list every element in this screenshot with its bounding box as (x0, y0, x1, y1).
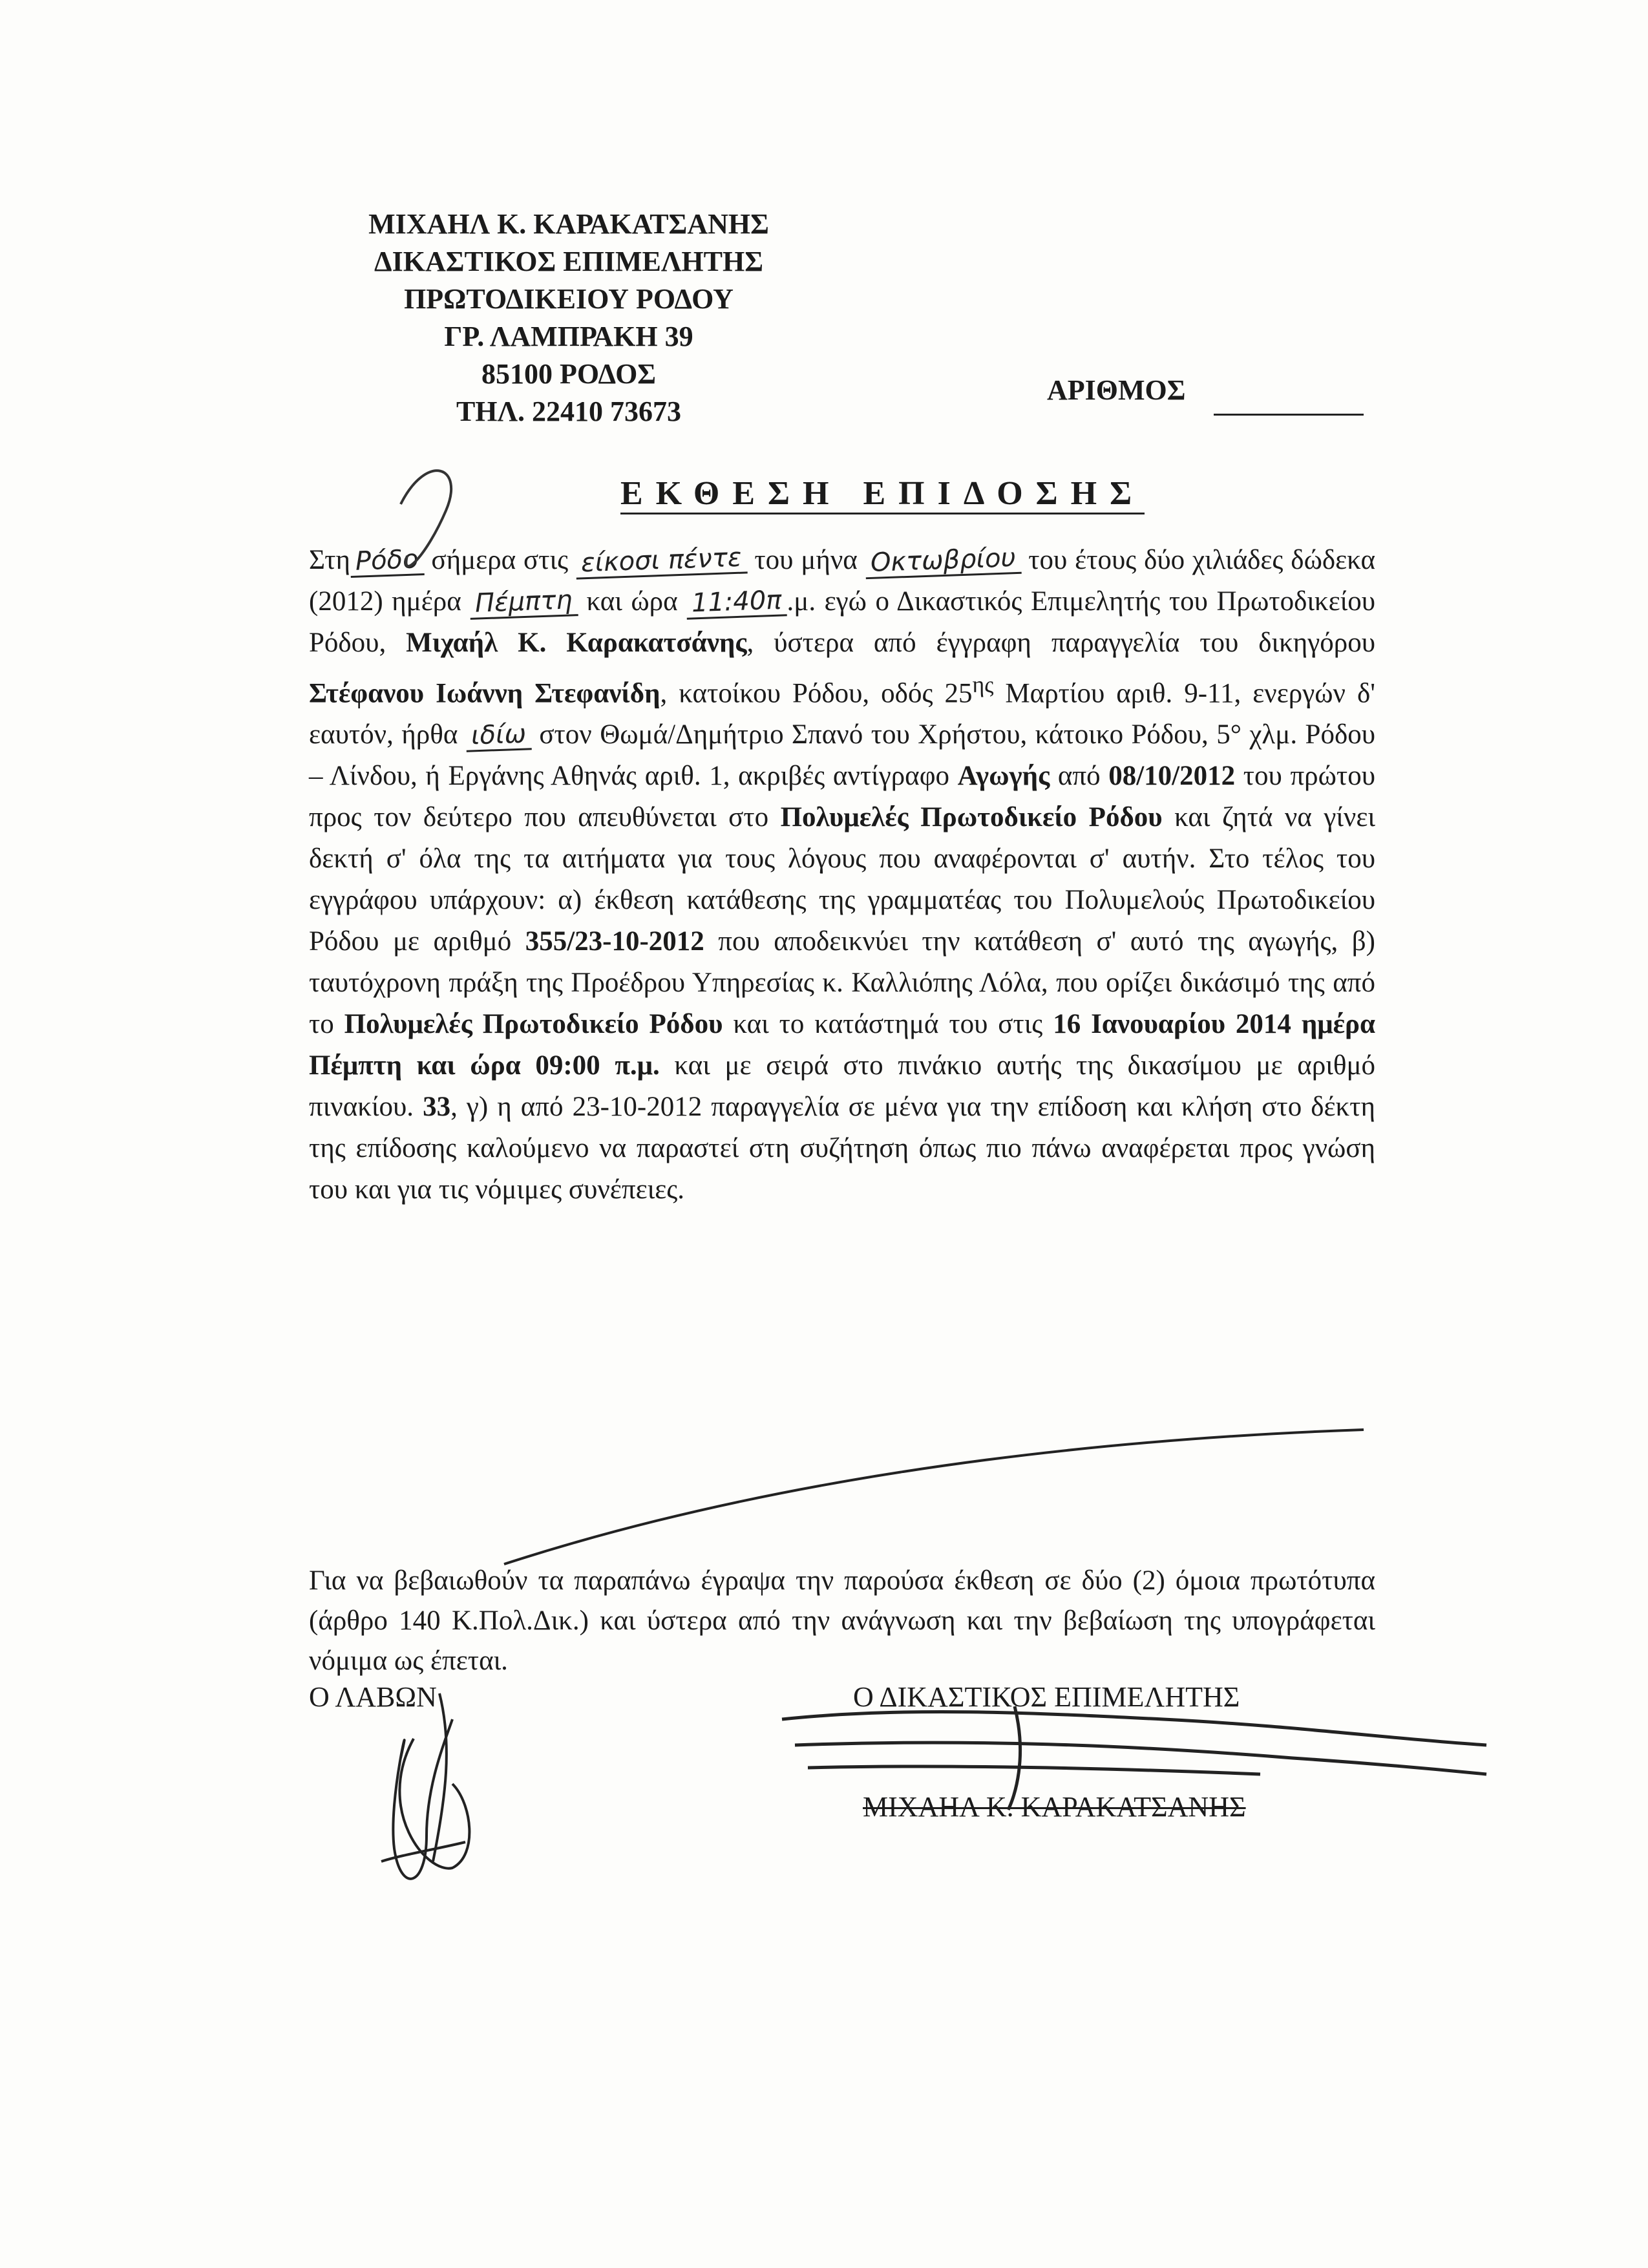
bailiff-title-heading: ΔΙΚΑΣΤΙΚΟΣ ΕΠΙΜΕΛΗΤΗΣ (374, 246, 763, 277)
number-label: ΑΡΙΘΜΟΣ (1047, 374, 1186, 406)
body-text: που αποδεικνύει την κατάθεση σ' αυτό της αγωγής, β) ταυτόχρονη πράξη της Προέδρου Υπηρεσίας κ. Καλλιόπης Λόλα, που ορίζει δικάσιμό της από το (309, 926, 1382, 1040)
body-text: Μαρτίου αριθ. 9-11, ενεργών δ' εαυτόν, ήρθα (309, 678, 1382, 750)
lawsuit-date: 08/10/2012 (1108, 761, 1236, 792)
body-text: του έτους δύο χιλιάδες δώδεκα (2012) ημέρα (309, 545, 1382, 617)
bailiff-name-heading: ΜΙΧΑΗΛ Κ. ΚΑΡΑΚΑΤΣΑΝΗΣ (368, 208, 769, 240)
bailiff-name: Μιχαήλ Κ. Καρακατσάνης (406, 628, 747, 658)
body-text: , κατοίκου Ρόδου, οδός 25 (660, 678, 973, 709)
handwritten-place: Ρόδο (350, 545, 424, 578)
cancel-diagonal-line (504, 1430, 1364, 1564)
closing-paragraph: Για να βεβαιωθούν τα παραπάνω έγραψα την παρούσα έκθεση σε δύο (2) όμοια πρωτότυπα (άρθρο 140 Κ.Πολ.Δικ.) και ύστερα από την ανάγνωση και την βεβαίωση της υπογράφεται νόμιμα ως έπεται. (309, 1565, 1375, 1676)
body-text: Στη (309, 545, 351, 575)
handwritten-weekday: Πέμπτη (469, 586, 578, 620)
body-text: του πρώτου προς τον δεύτερο που απευθύνεται στο (309, 761, 1382, 833)
handwritten-marks (401, 471, 451, 566)
handwritten-time: 11:40π (686, 586, 787, 619)
address-street: ΓΡ. ΛΑΜΠΡΑΚΗ 39 (444, 321, 693, 352)
hearing-date: 16 Ιανουαρίου 2014 ημέρα Πέμπτη και ώρα 09:00 π.μ. (309, 1009, 1382, 1081)
handwritten-delivered-to: ιδίω (465, 720, 532, 752)
handwritten-month: Οκτωβρίου (865, 544, 1021, 579)
body-text: σήμερα στις (423, 545, 576, 575)
lawsuit-label: Αγωγής (957, 761, 1050, 792)
court-name: Πολυμελές Πρωτοδικείο Ρόδου (344, 1009, 723, 1040)
body-text: , γ) η από 23-10-2012 παραγγελία σε μένα για την επίδοση και κλήση στο δέκτη της επίδοσης καλούμενο να παραστεί στη συζήτηση όπως πιο πάνω αναφέρεται προς γνώση του και για τις νόμιμες συνέπειες. (309, 1092, 1382, 1205)
body-text: του μήνα (746, 545, 865, 575)
address-city: 85100 ΡΟΔΟΣ (481, 358, 657, 390)
handwritten-day: είκοσι πέντε (575, 543, 747, 579)
phone-number: ΤΗΛ. 22410 73673 (456, 396, 682, 427)
docket-number: 33 (423, 1092, 451, 1123)
body-text: και το κατάστημά του στις (723, 1009, 1053, 1040)
recipient-label: Ο ΛΑΒΩΝ (309, 1681, 437, 1713)
signature-title: Ο ΔΙΚΑΣΤΙΚΟΣ ΕΠΙΜΕΛΗΤΗΣ (853, 1681, 1240, 1713)
body-text: , ύστερα από έγγραφη παραγγελία του δικηγόρου (746, 628, 1382, 658)
ordinal-superscript: ης (972, 672, 994, 697)
court-name: Πολυμελές Πρωτοδικείο Ρόδου (780, 802, 1163, 833)
body-text: στον Θωμά/Δημήτριο Σπανό του Χρήστου, κάτοικο Ρόδου, 5° χλμ. Ρόδου – Λίνδου, ή Εργάνης Αθηνάς αριθ. 1, ακριβές αντίγραφο (309, 719, 1382, 792)
document-title: ΕΚΘΕΣΗ ΕΠΙΔΟΣΗΣ (620, 475, 1145, 514)
signature-name: ΜΙΧΑΗΛ Κ. ΚΑΡΑΚΑΤΣΑΝΗΣ (863, 1791, 1246, 1823)
filing-number: 355/23-10-2012 (525, 926, 704, 957)
body-text: .μ. εγώ ο Δικαστικός Επιμελητής του Πρωτοδικείου Ρόδου, (309, 586, 1382, 658)
recipient-signature (381, 1693, 469, 1879)
body-text: και με σειρά στο πινάκιο αυτής της δικασίμου με αριθμό πινακίου. (309, 1050, 1382, 1123)
body-text: και ώρα (577, 586, 678, 617)
lawyer-name: Στέφανου Ιωάννη Στεφανίδη (309, 678, 660, 709)
bailiff-signature (782, 1706, 1486, 1810)
body-text: και ζητά να γίνει δεκτή σ' όλα της τα αιτήματα για τους λόγους που αναφέρονται σ' αυτήν. Στο τέλος του εγγράφου υπάρχουν: α) έκθεση κατάθεσης της γραμματέας του Πολυμελούς Πρωτοδικείου Ρόδου με αριθμό (309, 802, 1382, 957)
body-text: από (1050, 761, 1109, 792)
court-heading: ΠΡΩΤΟΔΙΚΕΙΟΥ ΡΟΔΟΥ (404, 283, 734, 315)
